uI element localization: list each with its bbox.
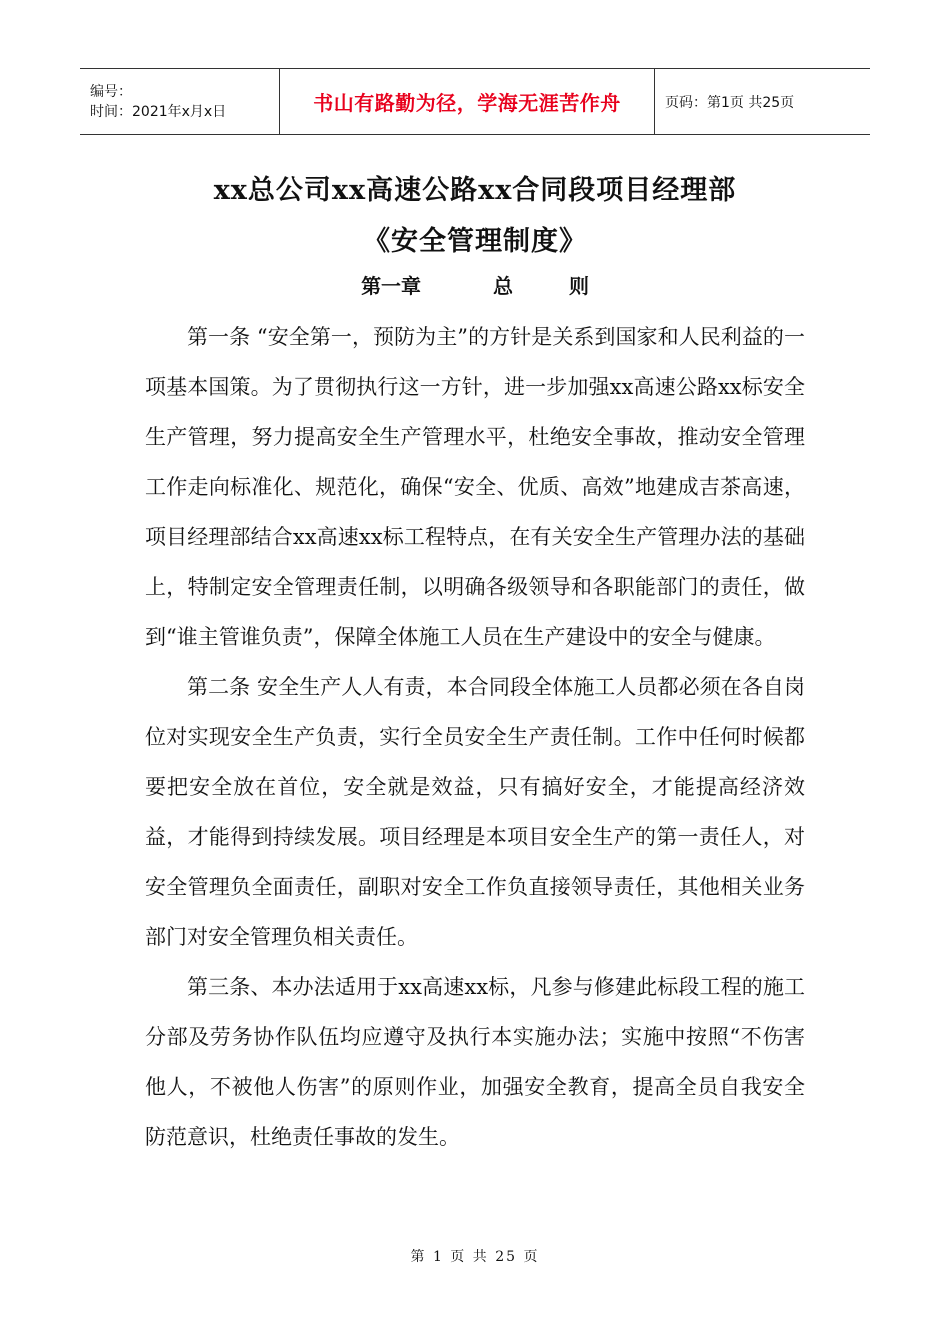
header-motto-cell <box>280 69 655 134</box>
chapter-number: 第一章 <box>361 274 422 298</box>
header-page-info: 页码：第1页 共25页 <box>665 94 795 111</box>
chapter-title-char1: 总 <box>493 274 513 298</box>
page-footer: 第 1 页 共 25 页 <box>410 1249 540 1265</box>
document-number-label: 编号： <box>90 83 132 100</box>
chapter-heading <box>0 270 950 299</box>
document-title-line1: xx总公司xx高速公路xx合同段项目经理部 <box>213 175 737 206</box>
document-header <box>80 68 870 135</box>
document-body <box>145 312 805 1162</box>
header-meta <box>80 69 280 134</box>
article-1: 第一条 “安全第一，预防为主”的方针是关系到国家和人民利益的一项基本国策。为了贯彻执行这一方针，进一步加强xx高速公路xx标安全生产管理，努力提高安全生产管理水平，杜绝安全事故，推动安全管理工作走向标准化、规范化，确保“安全、优质、高效”地建成吉茶高速，项目经理部结合xx高速xx标工程特点，在有关安全生产管理办法的基础上，特制定安全管理责任制，以明确各级领导和各职能部门的责任，做到“谁主管谁负责”，保障全体施工人员在生产建设中的安全与健康。 <box>145 325 805 649</box>
chapter-title-char2: 则 <box>568 274 589 298</box>
document-date: 时间：2021年x月x日 <box>90 103 227 120</box>
document-title-line2: 《安全管理制度》 <box>363 226 587 257</box>
article-2: 第二条 安全生产人人有责，本合同段全体施工人员都必须在各自岗位对实现安全生产负责，实行全员安全生产责任制。工作中任何时候都要把安全放在首位，安全就是效益，只有搞好安全，才能提高经济效益，才能得到持续发展。项目经理是本项目安全生产的第一责任人，对安全管理负全面责任，副职对安全工作负直接领导责任，其他相关业务部门对安全管理负相关责任。 <box>145 675 805 949</box>
article-3: 第三条、本办法适用于xx高速xx标，凡参与修建此标段工程的施工分部及劳务协作队伍均应遵守及执行本实施办法；实施中按照“不伤害他人，不被他人伤害”的原则作业，加强安全教育，提高全员自我安全防范意识，杜绝责任事故的发生。 <box>145 975 805 1149</box>
header-motto: 书山有路勤为径，学海无涯苦作舟 <box>313 91 621 115</box>
header-page-cell <box>655 69 870 134</box>
